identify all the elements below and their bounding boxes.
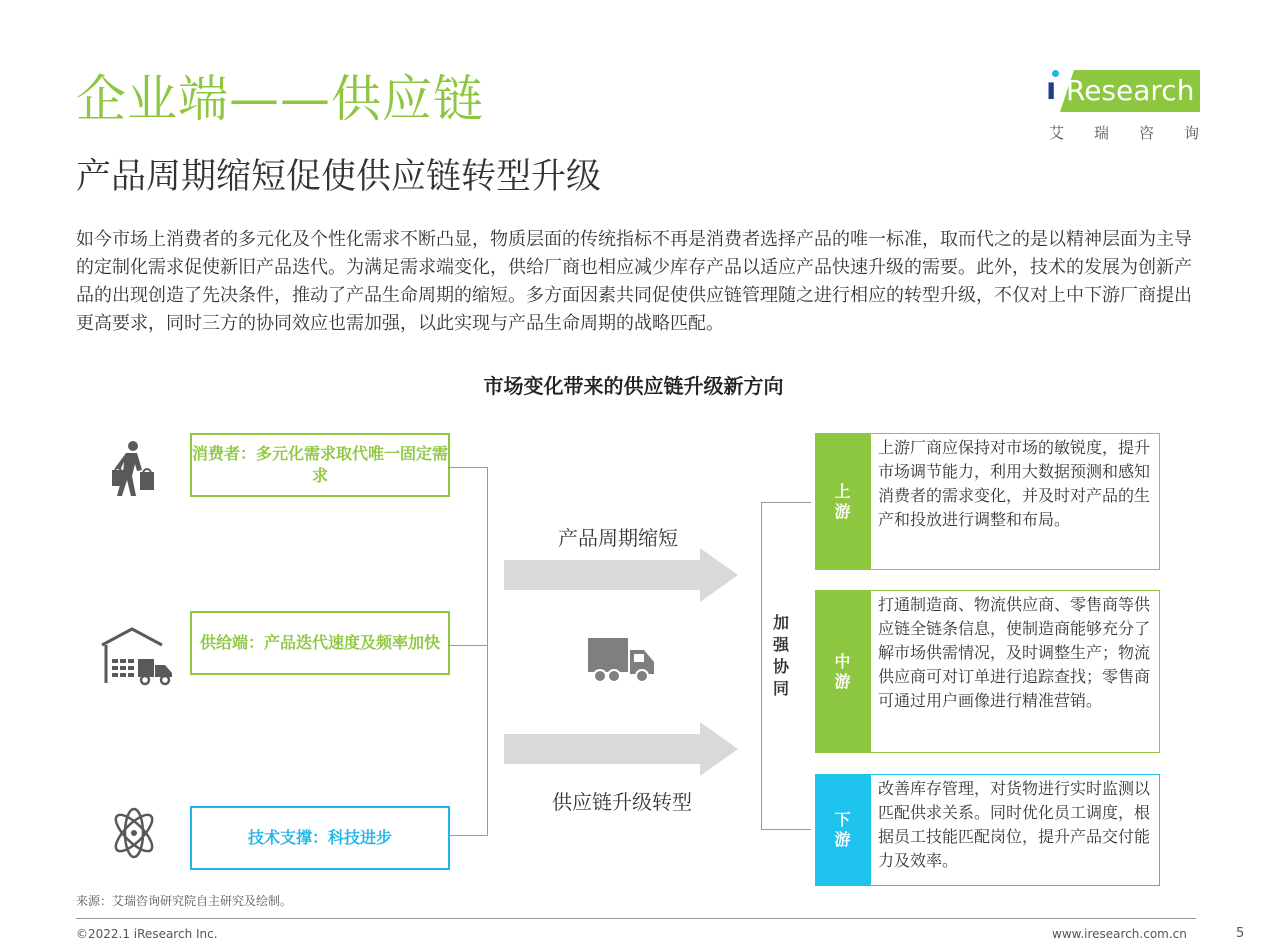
diagram-title: 市场变化带来的供应链升级新方向	[483, 374, 784, 398]
bracket-line	[761, 502, 811, 503]
driver-tech-box: 技术支撑：科技进步	[190, 806, 450, 870]
bracket-line	[761, 829, 811, 830]
collab-label-text: 加 强 协 同	[772, 613, 789, 698]
arrow-top-label: 产品周期缩短	[558, 526, 678, 550]
logo-cn-char: 咨	[1138, 124, 1154, 142]
page-title: 企业端——供应链	[76, 70, 484, 128]
website-link[interactable]: www.iresearch.com.cn	[1052, 927, 1187, 941]
logo-i-letter: ı	[1046, 72, 1057, 107]
shopper-icon	[106, 440, 162, 498]
logo-en-text: Research	[1066, 74, 1195, 107]
stage-desc-downstream: 改善库存管理，对货物进行实时监测以匹配供求关系。同时优化员工调度，根据员工技能匹配岗位，提升产品交付能力及效率。	[870, 774, 1160, 886]
page-subtitle: 产品周期缩短促使供应链转型升级	[76, 157, 602, 197]
logo-cn-text	[1049, 122, 1199, 143]
bracket-line	[448, 835, 488, 836]
arrow-right-icon	[504, 722, 740, 776]
arrow-right-icon	[504, 548, 740, 602]
atom-icon	[106, 805, 162, 861]
arrow-bottom-label: 供应链升级转型	[552, 790, 692, 814]
logo-cn-char: 询	[1183, 124, 1199, 142]
driver-consumer-box: 消费者：多元化需求取代唯一固定需求	[190, 433, 450, 497]
collab-label	[766, 612, 796, 700]
logo-cn-char: 艾	[1049, 124, 1065, 142]
bracket-line	[448, 645, 488, 646]
bracket-line	[448, 467, 488, 468]
page-number: 5	[1236, 926, 1245, 941]
stage-tag-label: 下游	[834, 810, 851, 849]
stage-tag-label: 上游	[834, 481, 851, 521]
iresearch-logo	[1044, 70, 1204, 140]
stage-tag-label: 中游	[834, 651, 851, 691]
logo-cn-char: 瑞	[1093, 124, 1109, 142]
bracket-line	[487, 467, 488, 836]
logo-wordmark	[1044, 70, 1200, 112]
source-note: 来源：艾瑞咨询研究院自主研究及绘制。	[76, 894, 293, 908]
driver-supply-box: 供给端：产品迭代速度及频率加快	[190, 611, 450, 675]
stage-desc-midstream: 打通制造商、物流供应商、零售商等供应链全链条信息，使制造商能够充分了解市场供需情况，及时调整生产；物流供应商可对订单进行追踪查找；零售商可通过用户画像进行精准营销。	[870, 590, 1160, 753]
footer-divider	[76, 918, 1196, 919]
stage-tag-downstream	[815, 774, 870, 886]
copyright: ©2022.1 iResearch Inc.	[76, 927, 218, 941]
intro-paragraph: 如今市场上消费者的多元化及个性化需求不断凸显，物质层面的传统指标不再是消费者选择产品的唯一标准，取而代之的是以精神层面为主导的定制化需求促使新旧产品迭代。为满足需求端变化，供给厂商也相应减少库存产品以适应产品快速升级的需要。此外，技术的发展为创新产品的出现创造了先决条件，推动了产品生命周期的缩短。多方面因素共同促使供应链管理随之进行相应的转型升级，不仅对上中下游厂商提出更高要求，同时三方的协同效应也需加强，以此实现与产品生命周期的战略匹配。	[76, 229, 1192, 334]
stage-tag-midstream	[815, 590, 870, 753]
truck-icon	[588, 636, 658, 684]
bracket-line	[761, 502, 762, 830]
warehouse-truck-icon	[98, 625, 178, 687]
stage-tag-upstream	[815, 433, 870, 570]
stage-desc-upstream: 上游厂商应保持对市场的敏锐度，提升市场调节能力，利用大数据预测和感知消费者的需求变化，并及时对产品的生产和投放进行调整和布局。	[870, 433, 1160, 570]
